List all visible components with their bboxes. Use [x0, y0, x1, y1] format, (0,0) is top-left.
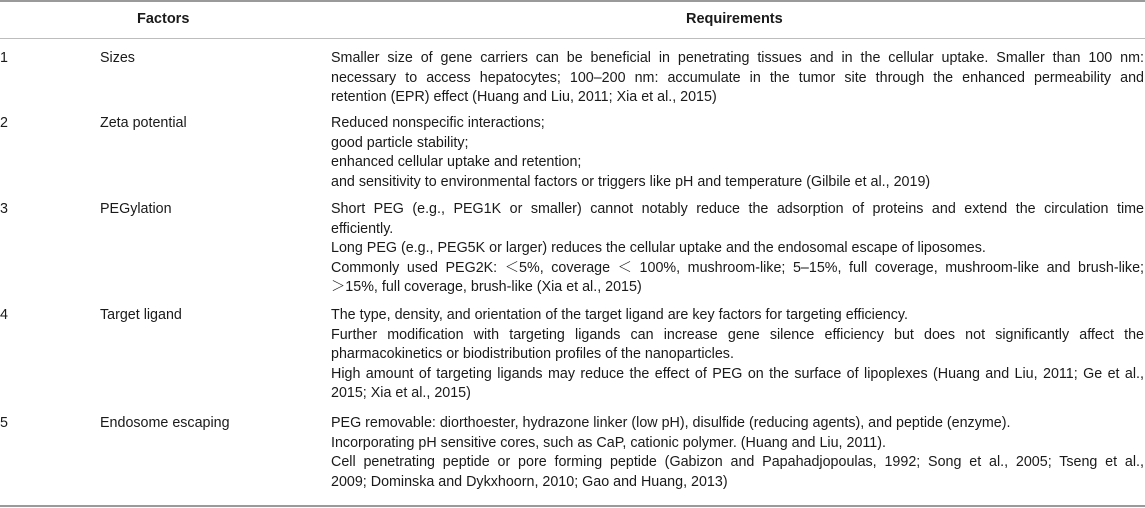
factor-cell: Sizes: [100, 50, 135, 66]
requirement-line: Further modification with targeting ligands can increase gene silence efficiency but does not significantly affect the: [331, 326, 1144, 343]
requirement-line: Commonly used PEG2K: ＜5%, coverage ＜ 100%, mushroom-like; 5–15%, full coverage, mushroom-like and brush-like;: [331, 259, 1144, 276]
requirements-cell: [331, 200, 1144, 298]
requirement-line: ＞15%, full coverage, brush-like (Xia et al., 2015): [331, 279, 642, 295]
requirements-cell: [331, 306, 1144, 404]
requirement-line: enhanced cellular uptake and retention;: [331, 154, 582, 170]
row-number: 3: [0, 201, 8, 217]
requirement-line: Cell penetrating peptide or pore forming peptide (Gabizon and Papahadjopoulas, 1992; Song et al., 2005; Tseng et al.,: [331, 454, 1144, 470]
column-header-factors: Factors: [137, 11, 190, 27]
row-number: 4: [0, 307, 8, 323]
row-number: 2: [0, 115, 8, 131]
column-header-requirements: Requirements: [686, 11, 783, 27]
requirement-line: efficiently.: [331, 220, 394, 237]
requirement-line: Smaller size of gene carriers can be beneficial in penetrating tissues and in the cellular uptake. Smaller than 100 nm:: [331, 50, 1144, 66]
requirement-line: good particle stability;: [331, 134, 469, 151]
requirement-line: The type, density, and orientation of the target ligand are key factors for targeting efficiency.: [331, 307, 908, 323]
factor-cell: Endosome escaping: [100, 415, 230, 431]
requirement-line: 2009; Dominska and Dykxhoorn, 2010; Gao and Huang, 2013): [331, 473, 728, 490]
table-bottom-rule: [0, 505, 1145, 507]
requirements-cell: [331, 114, 1144, 192]
requirement-line: Reduced nonspecific interactions;: [331, 115, 545, 131]
requirement-line: pharmacokinetics or biodistribution profiles of the nanoparticles.: [331, 346, 734, 362]
row-number: 5: [0, 415, 8, 431]
requirement-line: and sensitivity to environmental factors or triggers like pH and temperature (Gilbile et al., 2019): [331, 173, 931, 190]
requirements-cell: [331, 414, 1144, 492]
requirement-line: PEG removable: diorthoester, hydrazone linker (low pH), disulfide (reducing agents), and peptide (enzyme).: [331, 415, 1011, 431]
factor-cell: Target ligand: [100, 307, 182, 323]
header-divider: [0, 38, 1145, 39]
requirement-line: retention (EPR) effect (Huang and Liu, 2011; Xia et al., 2015): [331, 89, 717, 105]
requirement-line: Long PEG (e.g., PEG5K or larger) reduces the cellular uptake and the endosomal escape of liposomes.: [331, 240, 986, 256]
row-number: 1: [0, 50, 8, 66]
requirement-line: Incorporating pH sensitive cores, such as CaP, cationic polymer. (Huang and Liu, 2011).: [331, 434, 886, 451]
requirement-line: 2015; Xia et al., 2015): [331, 385, 471, 401]
requirements-cell: [331, 49, 1144, 108]
factor-cell: Zeta potential: [100, 115, 187, 131]
requirement-line: Short PEG (e.g., PEG1K or smaller) cannot notably reduce the adsorption of proteins and extend the circulation time: [331, 201, 1144, 217]
requirement-line: necessary to access hepatocytes; 100–200 nm: accumulate in the tumor site through the enhanced permeability and: [331, 69, 1144, 86]
factor-cell: PEGylation: [100, 201, 172, 217]
requirement-line: High amount of targeting ligands may reduce the effect of PEG on the surface of lipoplexes (Huang and Liu, 2011; Ge et al.,: [331, 365, 1144, 382]
